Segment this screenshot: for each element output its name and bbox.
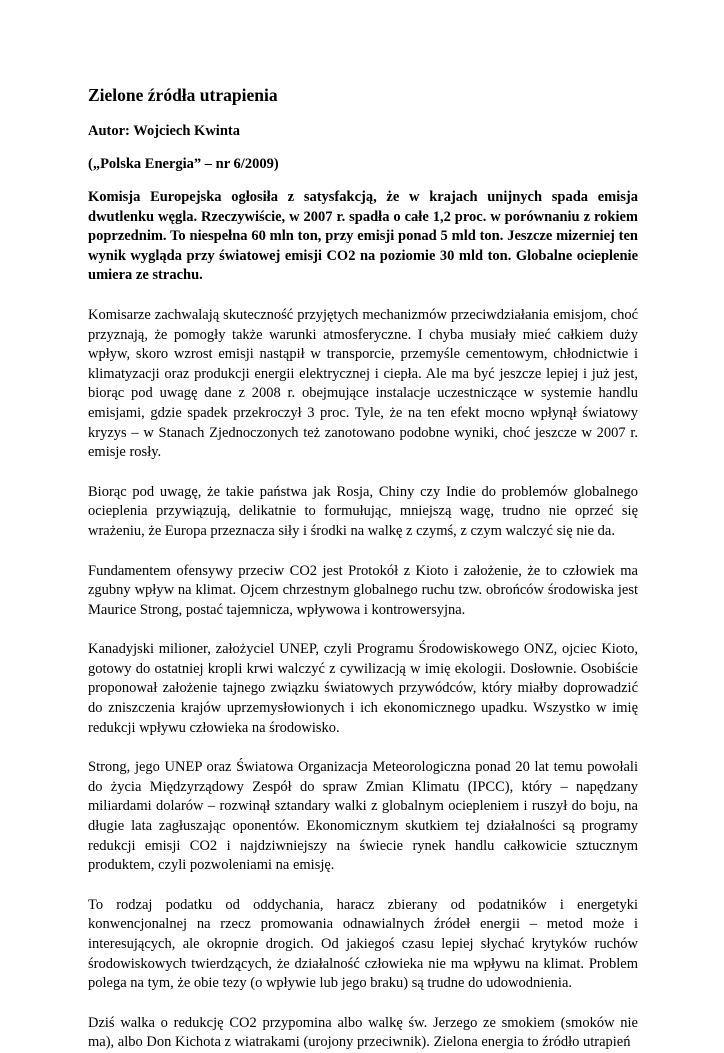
author-line: Autor: Wojciech Kwinta: [88, 123, 240, 139]
body-paragraph: Dziś walka o redukcję CO2 przypomina albo walkę św. Jerzego ze smokiem (smoków nie ma), albo Don Kichota z wiatrakami (urojony przeciwnik). Zielona energia to źródło utrapień: [88, 1014, 638, 1051]
body-paragraph: Biorąc pod uwagę, że takie państwa jak Rosja, Chiny czy Indie do problemów globalnego ocieplenia przywiązują, delikatnie to formułując, mniejszą wagę, trudno nie oprzeć się wrażeniu, że Europa przeznacza siły i środki na walkę z czymś, z czym walczyć się nie da.: [88, 483, 638, 539]
document-title: Zielone źródła utrapienia: [88, 85, 278, 105]
body-paragraph: Komisarze zachwalają skuteczność przyjętych mechanizmów przeciwdziałania emisjom, choć przyznają, że pomogły także warunki atmosferyczne. I chyba musiały mieć całkiem duży wpływ, skoro wzrost emisji nastąpił w transporcie, przemyśle cementowym, chłodnictwie i klimatyzacji oraz produkcji energii elektrycznej i ciepła. Ale ma być jeszcze lepiej i już jest, biorąc pod uwagę dane z 2008 r. obejmujące instalacje uczestniczące w systemie handlu emisjami, gdzie spadek przekroczył 3 proc. Tyle, że na ten efekt mocno wpłynął światowy kryzys – w Stanach Zjednoczonych też zanotowano podobne wyniki, choć jeszcze w 2007 r. emisje rosły.: [88, 306, 638, 461]
body-paragraph: Strong, jego UNEP oraz Światowa Organizacja Meteorologiczna ponad 20 lat temu powołali do życia Międzyrządowy Zespół do spraw Zmian Klimatu (IPCC), który – napędzany miliardami dolarów – rozwinął sztandary walki z globalnym ociepleniem i ruszył do boju, na długie lata zagłuszając oponentów. Ekonomicznym skutkiem tej działalności są programy redukcji emisji CO2 i najdziwniejszy na świecie rynek handlu całkowicie sztucznym produktem, czyli pozwoleniami na emisję.: [88, 759, 638, 874]
source-line: („Polska Energia” – nr 6/2009): [88, 156, 279, 172]
body-paragraph: Kanadyjski milioner, założyciel UNEP, czyli Programu Środowiskowego ONZ, ojciec Kioto, gotowy do ostatniej kropli krwi walczyć z cywilizacją w imię ekologii. Dosłownie. Osobiście proponował założenie tajnego związku światowych przywódców, który miałby doprowadzić do zniszczenia krajów uprzemysłowionych i ich ekonomicznego upadku. Wszystko w imię redukcji wpływu człowieka na środowisko.: [88, 641, 638, 736]
body-paragraph: To rodzaj podatku od oddychania, haracz zbierany od podatników i energetyki konwencjonalnej na rzecz promowania odnawialnych źródeł energii – metod może i interesujących, ale okropnie drogich. Od jakiegoś czasu lepiej słychać krytyków ruchów środowiskowych twierdzących, że działalność człowieka nie ma wpływu na klimat. Problem polega na tym, że obie tezy (o wpływie lub jego braku) są trudne do udowodnienia.: [88, 896, 638, 992]
lead-paragraph: Komisja Europejska ogłosiła z satysfakcją, że w krajach unijnych spada emisja dwutlenku węgla. Rzeczywiście, w 2007 r. spadła o całe 1,2 proc. w porównaniu z rokiem poprzednim. To niespełna 60 mln ton, przy emisji ponad 5 mld ton. Jeszcze mizerniej ten wynik wygląda przy światowej emisji CO2 na poziomie 30 mld ton. Globalne ocieplenie umiera ze strachu.: [88, 189, 638, 284]
body-paragraph: Fundamentem ofensywy przeciw CO2 jest Protokół z Kioto i założenie, że to człowiek ma zgubny wpływ na klimat. Ojcem chrzestnym globalnego ruchu tzw. obrońców środowiska jest Maurice Strong, postać tajemnicza, wpływowa i kontrowersyjna.: [88, 562, 638, 618]
